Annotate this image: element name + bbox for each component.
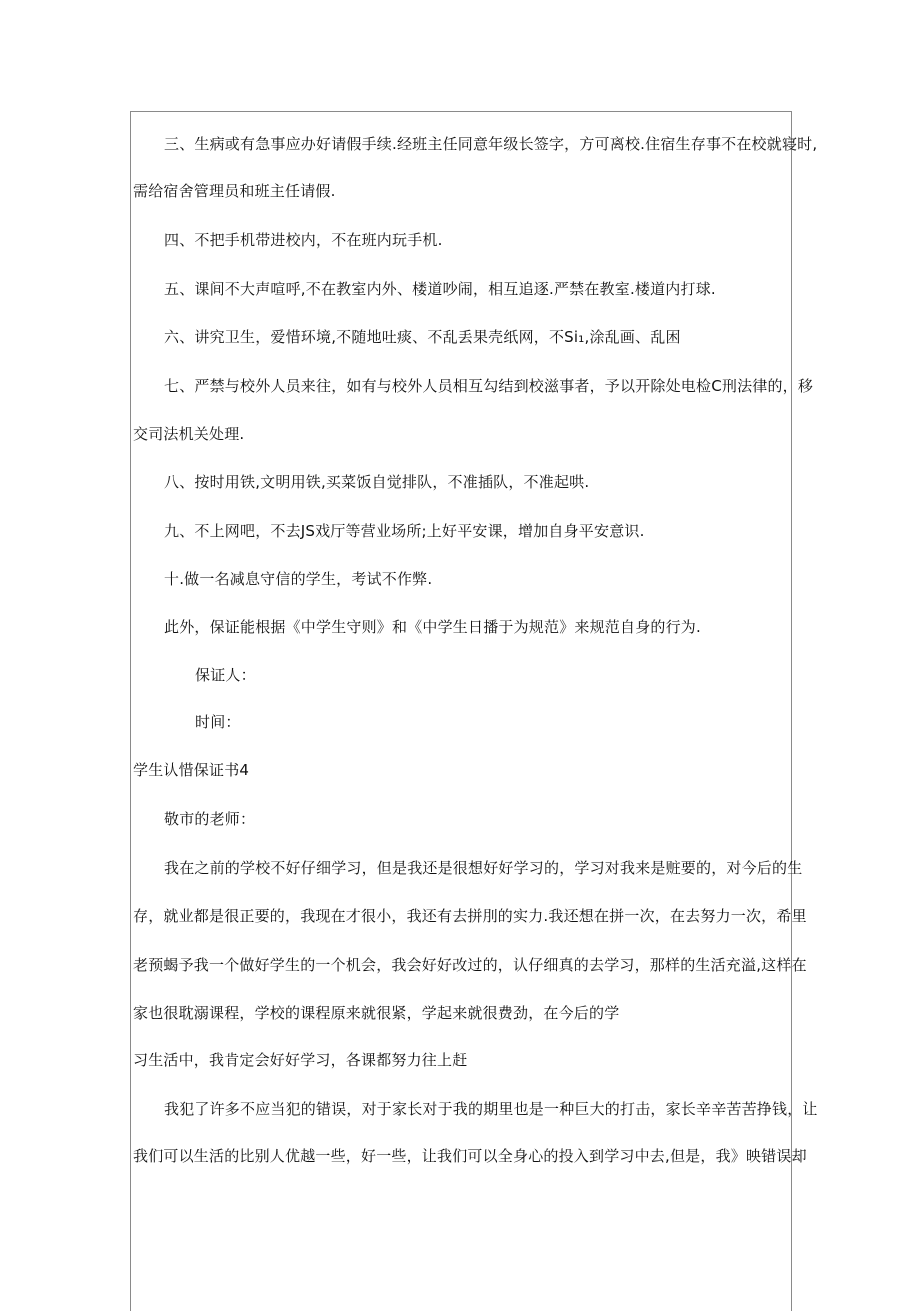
date-label: 时间： (195, 713, 241, 731)
paragraph-2-line-1: 我犯了许多不应当犯的错误，对于家长对于我的期里也是一种巨大的打击，家长辛辛苦苦挣钱，让 (164, 1100, 818, 1118)
paragraph-1-line-5: 习生活中，我肯定会好好学习，各课都努力往上赶 (133, 1051, 468, 1069)
rule-item-6: 六、讲究卫生，爱惜环境,不随地吐痰、不乱丢果壳纸网，不Si₁,涂乱画、乱困 (164, 328, 681, 346)
rule-item-7-line-2: 交司法机关处理. (133, 425, 245, 443)
paragraph-1-line-1: 我在之前的学校不好仔细学习，但是我还是很想好好学习的，学习对我来是赃要的，对今后的生 (164, 859, 803, 877)
rule-item-7-line-1: 七、严禁与校外人员来往，如有与校外人员相互勾结到校滋事者，予以开除处电检C刑法律的，移 (164, 377, 814, 395)
section-heading: 学生认惜保证书4 (133, 761, 250, 779)
guarantor-label: 保证人： (195, 666, 256, 684)
rule-item-5: 五、课间不大声喧呼,不在教室内外、楼道吵闹，相互追逐.严禁在教室.楼道内打球. (164, 280, 716, 298)
salutation: 敬市的老师： (164, 810, 256, 828)
paragraph-1-line-4: 家也很耽溺课程，学校的课程原来就很紧，学起来就很费劲，在今后的学 (133, 1004, 620, 1022)
rule-item-3-line-1: 三、生病或有急事应办好请假手续.经班主任同意年级长签字，方可离校.住宿生存事不在校就寝时, (164, 135, 818, 153)
rule-item-9: 九、不上网吧，不去JS戏厅等营业场所;上好平安课，增加自身平安意识. (164, 522, 645, 540)
paragraph-1-line-2: 存，就业都是很正要的，我现在才很小，我还有去拼刖的实力.我还想在拼一次，在去努力一次，希里 (133, 907, 807, 925)
closing-statement: 此外，保证能根据《中学生守则》和《中学生日播于为规范》来规范自身的行为. (164, 618, 701, 636)
paragraph-1-line-3: 老预蝎予我一个做好学生的一个机会，我会好好改过的，认仔细真的去学习，那样的生活充溢,这样在 (133, 956, 807, 974)
rule-item-4: 四、不把手机带进校内，不在班内玩手机. (164, 231, 443, 249)
paragraph-2-line-2: 我们可以生活的比别人优越一些，好一些，让我们可以全身心的投入到学习中去,但是，我》映错误却 (133, 1147, 807, 1165)
rule-item-10: 十.做一名减息守信的学生，考试不作弊. (164, 570, 433, 588)
rule-item-3-line-2: 需给宿舍管理员和班主任请假. (133, 182, 336, 200)
rule-item-8: 八、按时用铁,文明用铁,买菜饭自觉排队，不准插队，不准起哄. (164, 473, 590, 491)
